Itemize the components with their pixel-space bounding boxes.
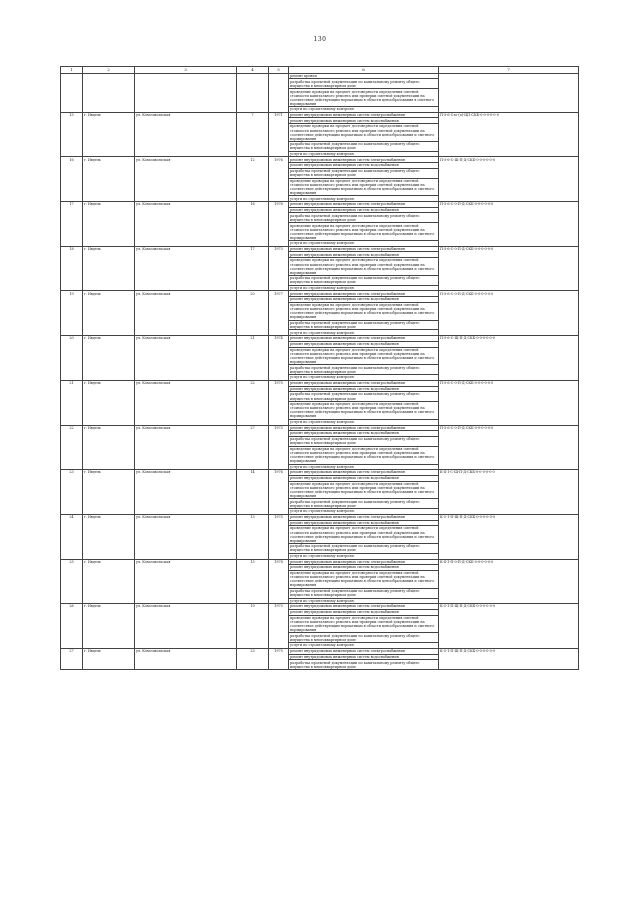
work-cell: ремонт внутридомовых инженерных систем водоснабжения bbox=[289, 207, 439, 213]
table-row bbox=[61, 112, 579, 118]
work-cell: ремонт внутридомовых инженерных систем водоснабжения bbox=[289, 297, 439, 303]
code-cell: П-5-6-С-0-П-Д-СКБ-0-0-0-0-0-0 bbox=[439, 380, 579, 425]
code-cell: П-5-6-С-0-П-Д-СКБ-0-0-0-0-0-0 bbox=[439, 202, 579, 247]
street-cell: ул. Комсомольская bbox=[135, 470, 237, 515]
header-row bbox=[61, 67, 579, 74]
city-cell: г. Ивдель bbox=[83, 425, 135, 470]
header-cell: 5 bbox=[269, 67, 289, 74]
city-cell: г. Ивдель bbox=[83, 291, 135, 336]
work-cell: ремонт внутридомовых инженерных систем электроснабжения bbox=[289, 246, 439, 252]
house-cell: 14 bbox=[237, 470, 269, 515]
work-cell: ремонт внутридомовых инженерных систем водоснабжения bbox=[289, 520, 439, 526]
work-cell: проведение проверки на предмет достоверности определения сметной стоимости капитального ремонта или проверки сметной документации на соответствие действующим нормативам в области ценообразования в сметного нормирования bbox=[289, 89, 439, 107]
work-cell: услуги по строительному контролю bbox=[289, 598, 439, 604]
header-cell: 2 bbox=[83, 67, 135, 74]
street-cell: ул. Комсомольская bbox=[135, 514, 237, 559]
work-cell: ремонт внутридомовых инженерных систем водоснабжения bbox=[289, 252, 439, 258]
city-cell: г. Ивдель bbox=[83, 336, 135, 381]
header-cell: 6 bbox=[289, 67, 439, 74]
row-number-cell: 15 bbox=[61, 112, 83, 157]
work-cell: услуги по строительному контролю bbox=[289, 419, 439, 425]
row-number-cell: 22 bbox=[61, 425, 83, 470]
house-cell: 16 bbox=[237, 202, 269, 247]
row-number-cell: 17 bbox=[61, 202, 83, 247]
city-cell: г. Ивдель bbox=[83, 380, 135, 425]
work-cell: проведение проверки на предмет достоверности определения сметной стоимости капитального ремонта или проверки сметной документации на соответствие действующим нормативам в области ценообразования и сметного нормирования bbox=[289, 302, 439, 320]
work-cell: разработка проектной документации по капитальному ремонту общего имущества в многоквартирном доме bbox=[289, 213, 439, 223]
row-number-cell bbox=[61, 73, 83, 112]
work-cell: ремонт внутридомовых инженерных систем электроснабжения bbox=[289, 291, 439, 297]
street-cell: ул. Комсомольская bbox=[135, 425, 237, 470]
header-cell: 4 bbox=[237, 67, 269, 74]
house-cell: 12 bbox=[237, 157, 269, 202]
house-cell: 15 bbox=[237, 559, 269, 604]
work-cell: разработка проектной документации по капитальному ремонту общего имущества в многоквартирном доме bbox=[289, 392, 439, 402]
work-cell: ремонт внутридомовых инженерных систем водоснабжения bbox=[289, 475, 439, 481]
year-cell: 1971 bbox=[269, 112, 289, 157]
code-cell: К-4-1-П-0-П-Д-СКБ-0-0-0-0-0-0 bbox=[439, 559, 579, 604]
page-number: 130 bbox=[313, 36, 327, 43]
code-cell: П-5-6-С-0-П-Д-СКБ-0-0-0-0-0-0 bbox=[439, 246, 579, 291]
house-cell: 23 bbox=[237, 648, 269, 669]
work-cell: ремонт внутридомовых инженерных систем водоснабжения bbox=[289, 654, 439, 660]
row-number-cell: 25 bbox=[61, 559, 83, 604]
work-cell: проведение проверки на предмет достоверности определения сметной стоимости капитального ремонта или проверки сметной документации на соответствие действующим нормативам в области ценообразования и сметного нормирования bbox=[289, 178, 439, 196]
street-cell: ул. Комсомольская bbox=[135, 157, 237, 202]
work-cell: ремонт внутридомовых инженерных систем электроснабжения bbox=[289, 514, 439, 520]
work-cell: проведение проверки на предмет достоверности определения сметной стоимости капитального ремонта или проверки сметной документации на соответствие действующим нормативам в области ценообразования и сметного нормирования bbox=[289, 401, 439, 419]
header-cell: 3 bbox=[135, 67, 237, 74]
work-cell: услуги по строительному контролю bbox=[289, 509, 439, 515]
year-cell: 1976 bbox=[269, 202, 289, 247]
table-row bbox=[61, 202, 579, 208]
house-cell: 27 bbox=[237, 425, 269, 470]
row-number-cell: 24 bbox=[61, 514, 83, 559]
table-row bbox=[61, 336, 579, 342]
code-cell: П-5-6-С-Щ-П-Д-СКБ-0-0-0-0-0-0 bbox=[439, 336, 579, 381]
work-cell: разработка проектной документации по капитальному ремонту общего имущества в многоквартирном доме bbox=[289, 588, 439, 598]
work-cell: ремонт внутридомовых инженерных систем электроснабжения bbox=[289, 380, 439, 386]
work-cell: разработка проектной документации по капитальному ремонту общего имущества в многоквартирном доме bbox=[289, 499, 439, 509]
code-cell: П-5-6-С-Щ-П-Д-СКБ-0-0-0-0-0-0 bbox=[439, 157, 579, 202]
work-cell: ремонт кровли bbox=[289, 73, 439, 79]
work-cell: проведение проверки на предмет достоверности определения сметной стоимости капитального ремонта или проверки сметной документации на соответствие действующим нормативам в области ценообразования и сметного нормирования bbox=[289, 124, 439, 142]
street-cell: ул. Комсомольская bbox=[135, 604, 237, 649]
work-cell: ремонт внутридомовых инженерных систем электроснабжения bbox=[289, 202, 439, 208]
work-cell: ремонт внутридомовых инженерных систем водоснабжения bbox=[289, 609, 439, 615]
work-cell: услуги по строительному контролю bbox=[289, 643, 439, 649]
year-cell: 1978 bbox=[269, 559, 289, 604]
street-cell: ул. Комсомольская bbox=[135, 336, 237, 381]
row-number-cell: 26 bbox=[61, 604, 83, 649]
street-cell: ул. Комсомольская bbox=[135, 112, 237, 157]
work-cell: разработка проектной документации по капитальному ремонту общего имущества в многоквартирном доме bbox=[289, 436, 439, 446]
repair-table bbox=[60, 66, 579, 670]
house-cell: 7 bbox=[237, 112, 269, 157]
row-number-cell: 16 bbox=[61, 157, 83, 202]
work-cell: ремонт внутридомовых инженерных систем электроснабжения bbox=[289, 470, 439, 476]
work-cell: ремонт внутридомовых инженерных систем водоснабжения bbox=[289, 565, 439, 571]
house-cell: 17 bbox=[237, 246, 269, 291]
table-row bbox=[61, 470, 579, 476]
work-cell: ремонт внутридомовых инженерных систем электроснабжения bbox=[289, 604, 439, 610]
work-cell: услуги по строительному контролю bbox=[289, 464, 439, 470]
city-cell: г. Ивдель bbox=[83, 157, 135, 202]
work-cell: разработка проектной документации по капитальному ремонту общего имущества в многоквартирном доме bbox=[289, 168, 439, 178]
street-cell bbox=[135, 73, 237, 112]
city-cell bbox=[83, 73, 135, 112]
year-cell: 1973 bbox=[269, 425, 289, 470]
table-row bbox=[61, 380, 579, 386]
work-cell: ремонт внутридомовых инженерных систем электроснабжения bbox=[289, 112, 439, 118]
work-cell: ремонт внутридомовых инженерных систем электроснабжения bbox=[289, 157, 439, 163]
work-cell: услуги по строительному контролю bbox=[289, 285, 439, 291]
row-number-cell: 27 bbox=[61, 648, 83, 669]
work-cell: проведение проверки на предмет достоверности определения сметной стоимости капитального ремонта или проверки сметной документации на соответствие действующим нормативам в области ценообразования и сметного нормирования bbox=[289, 347, 439, 365]
work-cell: услуги по строительному контролю bbox=[289, 241, 439, 247]
year-cell: 1976 bbox=[269, 470, 289, 515]
city-cell: г. Ивдель bbox=[83, 648, 135, 669]
house-cell: 20 bbox=[237, 291, 269, 336]
house-cell: 19 bbox=[237, 604, 269, 649]
row-number-cell: 23 bbox=[61, 470, 83, 515]
street-cell: ул. Комсомольская bbox=[135, 648, 237, 669]
work-cell: проведение проверки на предмет достоверности определения сметной стоимости капитального ремонта или проверки сметной документации на соответствие действующим нормативам в области ценообразования и сметного нормирования bbox=[289, 223, 439, 241]
header-cell: 7 bbox=[439, 67, 579, 74]
row-number-cell: 18 bbox=[61, 246, 83, 291]
city-cell: г. Ивдель bbox=[83, 514, 135, 559]
work-cell: проведение проверки на предмет достоверности определения сметной стоимости капитального ремонта или проверки сметной документации на соответствие действующим нормативам в области ценообразования и сметного нормирования bbox=[289, 570, 439, 588]
work-cell: проведение проверки на предмет достоверности определения сметной стоимости капитального ремонта или проверки сметной документации на соответствие действующим нормативам в области ценообразования и сметного нормирования bbox=[289, 481, 439, 499]
house-cell: 13 bbox=[237, 514, 269, 559]
year-cell: 1977 bbox=[269, 291, 289, 336]
work-cell: проведение проверки на предмет достоверности определения сметной стоимости капитального ремонта или проверки сметной документации на соответствие действующим нормативам в области ценообразования и сметного нормирования bbox=[289, 446, 439, 464]
work-cell: услуги по строительному контролю bbox=[289, 375, 439, 381]
table-header bbox=[61, 67, 579, 74]
work-cell: ремонт внутридомовых инженерных систем водоснабжения bbox=[289, 118, 439, 124]
year-cell: 1975 bbox=[269, 648, 289, 669]
table-body bbox=[61, 73, 579, 669]
work-cell: ремонт внутридомовых инженерных систем электроснабжения bbox=[289, 336, 439, 342]
year-cell: 1976 bbox=[269, 157, 289, 202]
city-cell: г. Ивдель bbox=[83, 470, 135, 515]
work-cell: разработка проектной документации по капитальному ремонту общего имущества в многоквартирном доме bbox=[289, 142, 439, 152]
year-cell: 1973 bbox=[269, 246, 289, 291]
year-cell bbox=[269, 73, 289, 112]
work-cell: услуги по строительному контролю bbox=[289, 107, 439, 113]
work-cell: услуги по строительному контролю bbox=[289, 196, 439, 202]
work-cell: ремонт внутридомовых инженерных систем электроснабжения bbox=[289, 425, 439, 431]
code-cell: К-5-1-П-Щ-П-Д-СКБ-0-0-0-0-0-0 bbox=[439, 604, 579, 649]
house-cell: 22 bbox=[237, 380, 269, 425]
code-cell: К-5-1-П-Щ-П-Д-СКБ-0-0-0-0-0-0 bbox=[439, 514, 579, 559]
work-cell: проведение проверки на предмет достоверности определения сметной стоимости капитального ремонта или проверки сметной документации на соответствие действующим нормативам в области ценообразования и сметного нормирования bbox=[289, 615, 439, 633]
header-cell: 1 bbox=[61, 67, 83, 74]
table-row bbox=[61, 157, 579, 163]
house-cell bbox=[237, 73, 269, 112]
work-cell: ремонт внутридомовых инженерных систем электроснабжения bbox=[289, 559, 439, 565]
street-cell: ул. Комсомольская bbox=[135, 202, 237, 247]
code-cell: К-5-1-П-Щ-П-Д-СКБ-0-0-0-0-0-0 bbox=[439, 648, 579, 669]
work-cell: ремонт внутридомовых инженерных систем водоснабжения bbox=[289, 341, 439, 347]
table-row bbox=[61, 604, 579, 610]
code-cell: П-5-6-Сто-(о)-Щ1-СКБ-0-0-0-0-0-0 bbox=[439, 112, 579, 157]
row-number-cell: 19 bbox=[61, 291, 83, 336]
year-cell: 1975 bbox=[269, 380, 289, 425]
table-row bbox=[61, 559, 579, 565]
city-cell: г. Ивдель bbox=[83, 202, 135, 247]
work-cell: разработка проектной документации по капитальному ремонту общего имущества в многоквартирном доме bbox=[289, 660, 439, 670]
city-cell: г. Ивдель bbox=[83, 559, 135, 604]
work-cell: ремонт внутридомовых инженерных систем водоснабжения bbox=[289, 163, 439, 169]
work-cell: ремонт внутридомовых инженерных систем водоснабжения bbox=[289, 386, 439, 392]
row-number-cell: 20 bbox=[61, 336, 83, 381]
street-cell: ул. Комсомольская bbox=[135, 246, 237, 291]
work-cell: разработка проектной документации по капитальному ремонту общего имущества в многоквартирном доме bbox=[289, 365, 439, 375]
code-cell: П-5-6-С-0-П-Д-СКБ-0-0-0-0-0-0 bbox=[439, 425, 579, 470]
work-cell: разработка проектной документации по капитальному ремонту общего имущества в многоквартирном доме bbox=[289, 79, 439, 89]
work-cell: проведение проверки на предмет достоверности определения сметной стоимости капитального ремонта или проверки сметной документации на соответствие действующим нормативам в области ценообразования и сметного нормирования bbox=[289, 258, 439, 276]
year-cell: 1975 bbox=[269, 604, 289, 649]
year-cell: 1975 bbox=[269, 514, 289, 559]
code-cell: П-5-6-С-0-П-Д-СКБ-0-0-0-0-0-0 bbox=[439, 291, 579, 336]
house-cell: 21 bbox=[237, 336, 269, 381]
work-cell: проведение проверки на предмет достоверности определения сметной стоимости капитального ремонта или проверки сметной документации на соответствие действующим нормативам в области ценообразования и сметного нормирования bbox=[289, 526, 439, 544]
work-cell: услуги по строительному контролю bbox=[289, 330, 439, 336]
table-row bbox=[61, 291, 579, 297]
street-cell: ул. Комсомольская bbox=[135, 380, 237, 425]
street-cell: ул. Комсомольская bbox=[135, 291, 237, 336]
row-number-cell: 21 bbox=[61, 380, 83, 425]
work-cell: разработка проектной документации по капитальному ремонту общего имущества в многоквартирном доме bbox=[289, 544, 439, 554]
work-cell: услуги по строительному контролю bbox=[289, 553, 439, 559]
code-cell bbox=[439, 73, 579, 112]
street-cell: ул. Комсомольская bbox=[135, 559, 237, 604]
work-cell: разработка проектной документации по капитальному ремонту общего имущества в многоквартирном доме bbox=[289, 276, 439, 286]
work-cell: ремонт внутридомовых инженерных систем водоснабжения bbox=[289, 431, 439, 437]
table-row bbox=[61, 425, 579, 431]
table-row bbox=[61, 246, 579, 252]
city-cell: г. Ивдель bbox=[83, 246, 135, 291]
table-row bbox=[61, 648, 579, 654]
table-row bbox=[61, 514, 579, 520]
code-cell: К-4-1-С-Щ-П-Д-СКБ-0-0-0-0-0-0 bbox=[439, 470, 579, 515]
year-cell: 1974 bbox=[269, 336, 289, 381]
work-cell: ремонт внутридомовых инженерных систем электроснабжения bbox=[289, 648, 439, 654]
work-cell: разработка проектной документации по капитальному ремонту общего имущества в многоквартирном доме bbox=[289, 633, 439, 643]
work-cell: разработка проектной документации по капитальному ремонту общего имущества в многоквартирном доме bbox=[289, 320, 439, 330]
work-cell: услуги по строительному контролю bbox=[289, 151, 439, 157]
city-cell: г. Ивдель bbox=[83, 604, 135, 649]
city-cell: г. Ивдель bbox=[83, 112, 135, 157]
